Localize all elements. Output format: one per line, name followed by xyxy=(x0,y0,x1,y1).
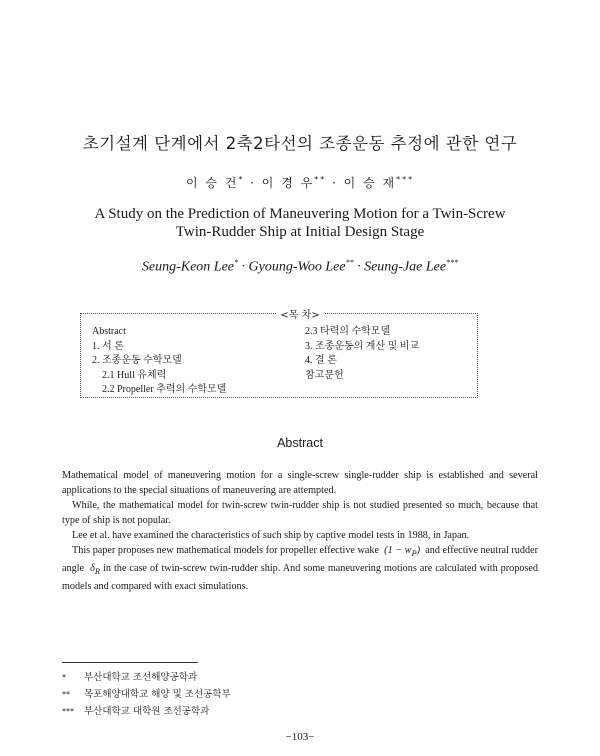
abstract-paragraph: This paper proposes new mathematical models for propeller effective wake $(1 - w_P)$ and effective neutral rudder angle $\delta_R$ in the case of twin-screw twin-rudder ship. And some maneuvering motions are calculated with proposed models and compared with exact simulations. xyxy=(62,545,539,593)
english-author-2: Gyoung-Woo Lee xyxy=(248,259,346,275)
footnote: *** 부산대학교 대학원 조선공학과 xyxy=(62,706,210,717)
korean-author-1: 이 승 건 xyxy=(185,176,239,190)
toc-item: 3. 조종운동의 계산 및 비교 xyxy=(305,340,420,352)
footnote-divider xyxy=(62,662,198,663)
affiliation-mark: *** xyxy=(446,258,459,267)
toc-heading: <목 차> xyxy=(0,306,600,321)
formula-wake: $(1 - w_P)$ xyxy=(384,545,421,559)
formula-rudder-angle: $\delta_R$ xyxy=(90,563,101,577)
affiliation-mark: * xyxy=(234,258,239,267)
affiliation-mark: ** xyxy=(314,175,327,184)
toc-item: 2. 조종운동 수학모델 xyxy=(92,355,182,366)
english-title-line-2: Twin-Rudder Ship at Initial Design Stage xyxy=(175,224,425,240)
toc-item: 2.1 Hull 유체력 xyxy=(102,369,167,381)
toc-item: Abstract xyxy=(92,326,126,337)
toc-left-column xyxy=(92,325,226,398)
toc-item: 4. 결 론 xyxy=(305,355,337,366)
abstract-paragraph: Lee et al. have examined the characteristics of such ship by captive model tests in 1988, in Japan. xyxy=(72,530,470,541)
affiliation-mark: *** xyxy=(396,175,415,184)
separator: · xyxy=(238,259,249,275)
abstract-body xyxy=(62,468,538,594)
toc-item: 2.2 Propeller 추력의 수학모델 xyxy=(102,384,227,395)
korean-author-3: 이 승 재 xyxy=(343,176,397,190)
abstract-paragraph: Mathematical model of maneuvering motion for a single-screw single-rudder ship is established and several applications to the special situations of maneuvering are attempted. xyxy=(62,470,538,496)
korean-authors xyxy=(0,174,600,191)
affiliation-mark: ** xyxy=(345,258,354,267)
toc-item: 1. 서 론 xyxy=(92,340,124,352)
separator: · xyxy=(326,176,344,190)
footnote: * 부산대학교 조선해양공학과 xyxy=(62,672,198,683)
toc-item: 2.3 타력의 수학모델 xyxy=(305,326,391,337)
toc-item: 참고문헌 xyxy=(305,369,344,381)
separator: · xyxy=(353,259,365,275)
abstract-heading: Abstract xyxy=(277,436,323,450)
abstract-paragraph: While, the mathematical model for twin-screw twin-rudder ship is not studied presented so much, because that type of ship is not popular. xyxy=(62,500,538,526)
korean-author-2: 이 경 우 xyxy=(261,176,315,190)
toc-right-column xyxy=(305,325,419,383)
separator: · xyxy=(244,176,262,190)
english-title-line-1: A Study on the Prediction of Maneuvering Motion for a Twin-Screw xyxy=(94,206,506,222)
korean-title: 초기설계 단계에서 2축2타선의 조종운동 추정에 관한 연구 xyxy=(82,134,518,153)
english-author-1: Seung-Keon Lee xyxy=(141,259,235,275)
english-authors xyxy=(0,258,600,276)
affiliation-mark: * xyxy=(238,175,245,184)
page-number: −103− xyxy=(285,731,315,743)
english-title xyxy=(0,205,600,241)
english-author-3: Seung-Jae Lee xyxy=(364,259,447,275)
footnote: ** 목포해양대학교 해양 및 조선공학부 xyxy=(62,689,231,700)
